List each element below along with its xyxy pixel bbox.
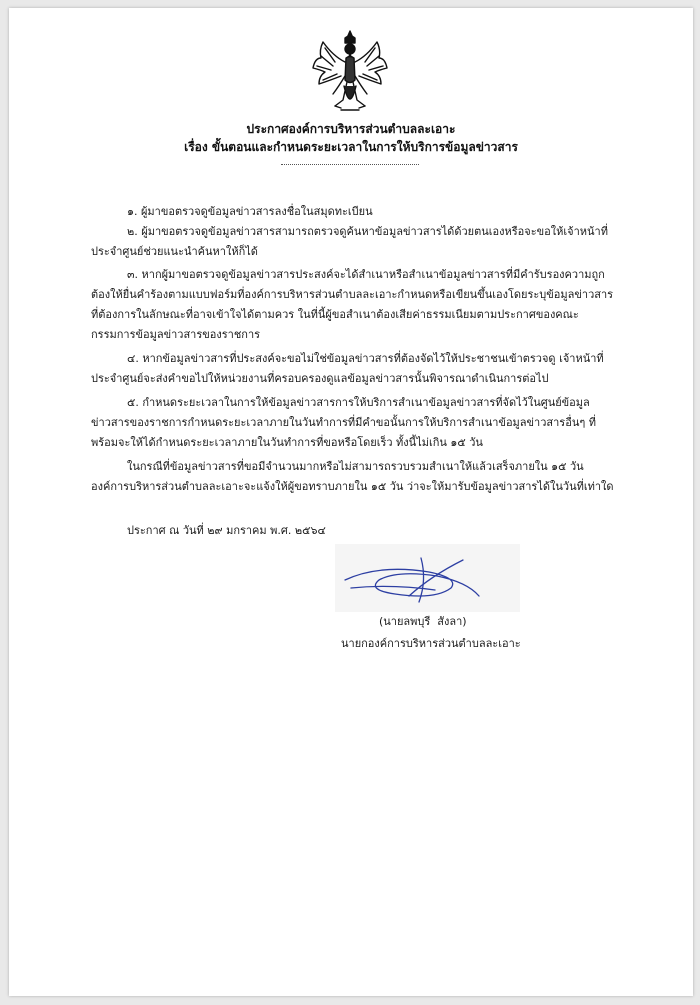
document-page <box>9 8 693 996</box>
paragraph-6: ในกรณีที่ข้อมูลข่าวสารที่ขอมีจำนวนมากหรือไม่สามารถรวบรวมสำเนาให้แล้วเสร็จภายใน ๑๕ วัน องค์การบริหารส่วนตำบลละเอาะจะแจ้งให้ผู้ขอทราบภายใน ๑๕ วัน ว่าจะให้มารับข้อมูลข่าวสารได้ในวันที่เท่าใด <box>91 460 614 493</box>
garuda-emblem-icon <box>311 28 389 114</box>
paragraph-3: ๓. หากผู้มาขอตรวจดูข้อมูลข่าวสารประสงค์จะได้สำเนาหรือสำเนาข้อมูลข่าวสารที่มีคำรับรองความถูกต้องให้ยื่นคำร้องตามแบบฟอร์มที่องค์การบริหารส่วนตำบลละเอาะกำหนดหรือเขียนขึ้นเองโดยระบุข้อมูลข่าวสารที่ต้องการในลักษณะที่อาจเข้าใจได้ตามควร ในที่นี้ผู้ขอสำเนาต้องเสียค่าธรรมเนียมตามประกาศของคณะกรรมการข้อมูลข่าวสารของราชการ <box>91 268 614 341</box>
signatory-position: นายกองค์การบริหารส่วนตำบลละเอาะ <box>341 637 521 650</box>
paragraph-4: ๔. หากข้อมูลข่าวสารที่ประสงค์จะขอไม่ใช่ข้อมูลข่าวสารที่ต้องจัดไว้ให้ประชาชนเข้าตรวจดู เจ้าหน้าที่ประจำศูนย์จะส่งคำขอไปให้หน่วยงานที่ครอบครองดูแลข้อมูลข่าวสารนั้นพิจารณาดำเนินการต่อไป <box>91 352 604 385</box>
document-title: ประกาศองค์การบริหารส่วนตำบลละเอาะ <box>246 122 456 136</box>
handwritten-signature-icon <box>339 550 487 608</box>
announcement-date: ประกาศ ณ วันที่ ๒๙ มกราคม พ.ศ. ๒๕๖๔ <box>127 524 326 537</box>
paragraph-2: ๒. ผู้มาขอตรวจดูข้อมูลข่าวสารสามารถตรวจดูค้นหาข้อมูลข่าวสารได้ด้วยตนเองหรือจะขอให้เจ้าหน้าที่ประจำศูนย์ช่วยแนะนำค้นหาให้ก็ได้ <box>91 225 608 258</box>
document-subject: เรื่อง ขั้นตอนและกำหนดระยะเวลาในการให้บริการข้อมูลข่าวสาร <box>184 140 518 154</box>
paragraph-5: ๕. กำหนดระยะเวลาในการให้ข้อมูลข่าวสารการให้บริการสำเนาข้อมูลข่าวสารที่จัดไว้ในศูนย์ข้อมูลข่าวสารของราชการกำหนดระยะเวลาภายในวันทำการที่มีคำขอนั้นการให้บริการสำเนาข้อมูลข่าวสารอื่นๆ ที่พร้อมจะให้ได้กำหนดระยะเวลาภายในวันทำการที่ขอหรือโดยเร็ว ทั้งนี้ไม่เกิน ๑๕ วัน <box>91 396 596 449</box>
paragraph-1: ๑. ผู้มาขอตรวจดูข้อมูลข่าวสารลงชื่อในสมุดทะเบียน <box>127 205 373 218</box>
signatory-name: (นายลพบุรี สังลา) <box>379 615 467 628</box>
title-divider <box>281 164 419 165</box>
